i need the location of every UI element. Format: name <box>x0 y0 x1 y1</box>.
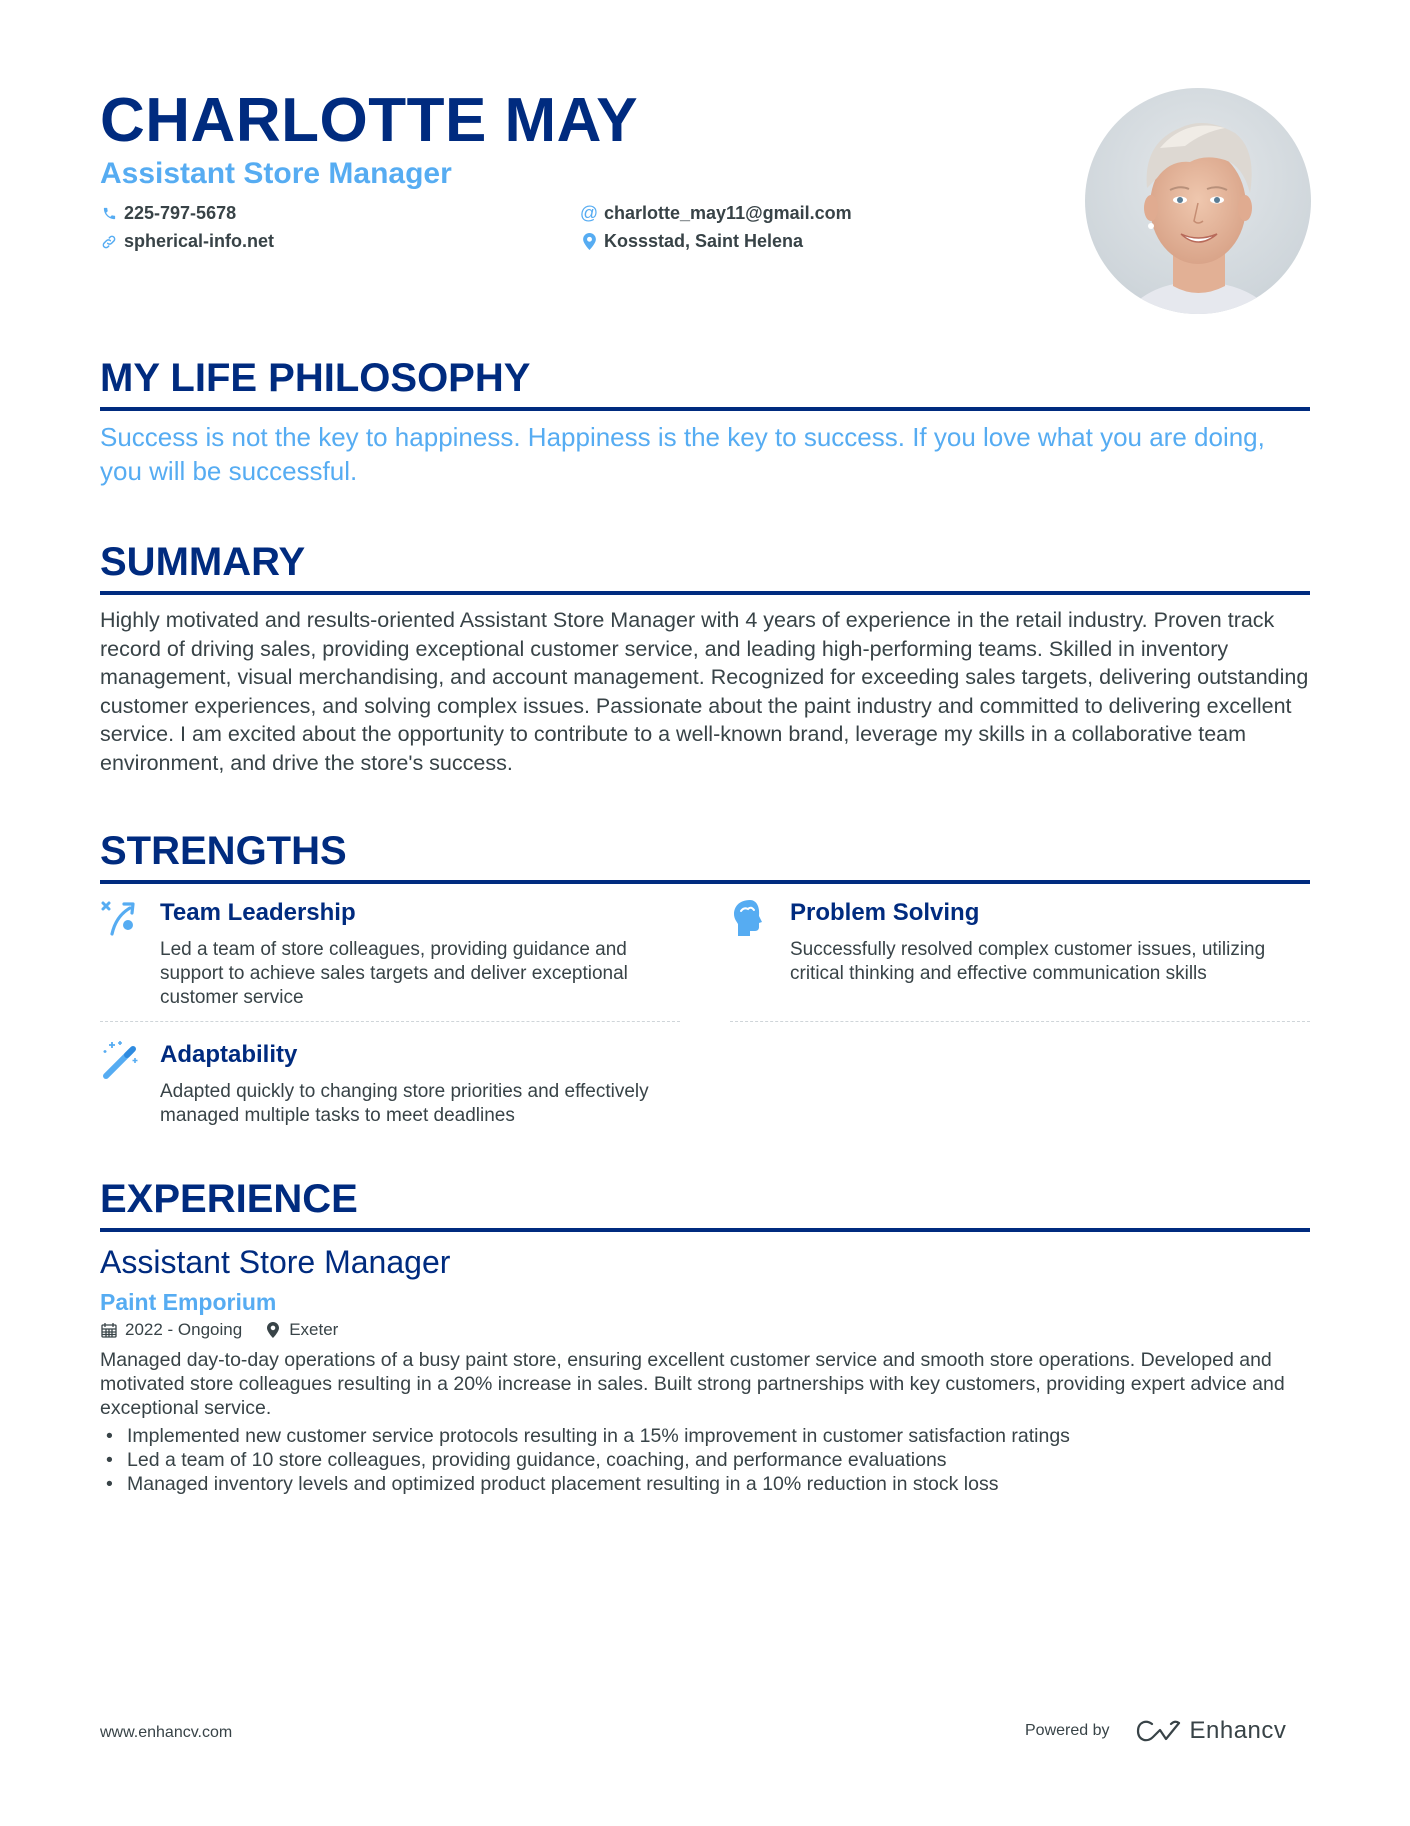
job-location-text: Exeter <box>289 1320 339 1339</box>
strategy-icon <box>100 898 140 938</box>
job-location <box>264 1320 338 1340</box>
job-bullet: • Led a team of 10 store colleagues, providing guidance, coaching, and performance evaluations <box>100 1448 1310 1472</box>
location-pin-icon <box>264 1321 282 1339</box>
section-title-strengths: STRENGTHS <box>100 828 1310 884</box>
job-title: Assistant Store Manager <box>100 1244 451 1280</box>
strength-description: Adapted quickly to changing store priorities and effectively managed multiple tasks to meet deadlines <box>160 1081 649 1126</box>
powered-by-label: Powered by <box>1025 1722 1110 1739</box>
job-bullets <box>100 1424 1310 1496</box>
strength-title: Problem Solving <box>790 899 980 926</box>
strength-title: Adaptability <box>160 1041 298 1068</box>
contact-phone <box>100 203 236 224</box>
strength-title: Team Leadership <box>160 899 356 926</box>
job-bullet: • Managed inventory levels and optimized product placement resulting in a 10% reduction in stock loss <box>100 1472 1310 1496</box>
strength-divider <box>730 1021 1310 1022</box>
phone-text: 225-797-5678 <box>124 203 237 223</box>
job-dates <box>100 1320 242 1340</box>
philosophy-quote: Success is not the key to happiness. Happiness is the key to success. If you love what you are doing, you will be successful. <box>100 422 1265 486</box>
job-description: Managed day-to-day operations of a busy paint store, ensuring excellent customer service and smooth store operations. Developed and motivated store colleagues resulting in a 20% increase in sales. Built strong partnerships with key customers, providing expert advice and exceptional service. <box>100 1349 1285 1419</box>
link-icon <box>100 233 118 251</box>
brand-name: Enhancv <box>1189 1717 1287 1744</box>
enhancv-logo[interactable] <box>1136 1717 1287 1745</box>
strength-description: Led a team of store colleagues, providing guidance and support to achieve sales targets and deliver exceptional customer service <box>160 939 628 1008</box>
footer-website[interactable]: www.enhancv.com <box>100 1724 233 1741</box>
candidate-name: CHARLOTTE MAY <box>100 86 639 155</box>
section-title-philosophy: MY LIFE PHILOSOPHY <box>100 355 1310 411</box>
brain-head-icon <box>730 898 770 938</box>
job-bullet: • Implemented new customer service protocols resulting in a 15% improvement in customer satisfaction ratings <box>100 1424 1310 1448</box>
job-dates-text: 2022 - Ongoing <box>125 1320 243 1339</box>
strength-divider <box>100 1021 680 1022</box>
job-meta <box>100 1320 360 1340</box>
section-title-summary: SUMMARY <box>100 539 1310 595</box>
profile-photo <box>1085 88 1311 314</box>
section-title-experience: EXPERIENCE <box>100 1176 1310 1232</box>
enhancv-logo-icon <box>1136 1719 1182 1743</box>
contact-website[interactable] <box>100 231 274 252</box>
magic-wand-icon <box>100 1040 140 1080</box>
calendar-icon <box>100 1321 118 1339</box>
company-name: Paint Emporium <box>100 1289 277 1315</box>
email-text[interactable]: charlotte_may11@gmail.com <box>604 203 852 223</box>
phone-icon <box>100 205 118 223</box>
strength-description: Successfully resolved complex customer issues, utilizing critical thinking and effective communication skills <box>790 939 1266 984</box>
website-text[interactable]: spherical-info.net <box>124 231 275 251</box>
candidate-role: Assistant Store Manager <box>100 157 452 190</box>
location-text: Kossstad, Saint Helena <box>604 231 804 251</box>
contact-location <box>580 231 803 252</box>
location-pin-icon <box>580 233 598 251</box>
summary-text: Highly motivated and results-oriented Assistant Store Manager with 4 years of experience in the retail industry. Proven track record of driving sales, providing exceptional customer service, and leading high-performing teams. Skilled in inventory management, visual merchandising, and account management. Recognized for exceeding sales targets, delivering outstanding customer experiences, and solving complex issues. Passionate about the paint industry and committed to delivering excellent service. I am excited about the opportunity to contribute to a well-known brand, leverage my skills in a collaborative team environment, and drive the store's success. <box>100 608 1309 775</box>
at-icon: @ <box>579 203 599 223</box>
contact-email[interactable] <box>580 203 852 224</box>
footer-branding <box>1025 1717 1286 1745</box>
